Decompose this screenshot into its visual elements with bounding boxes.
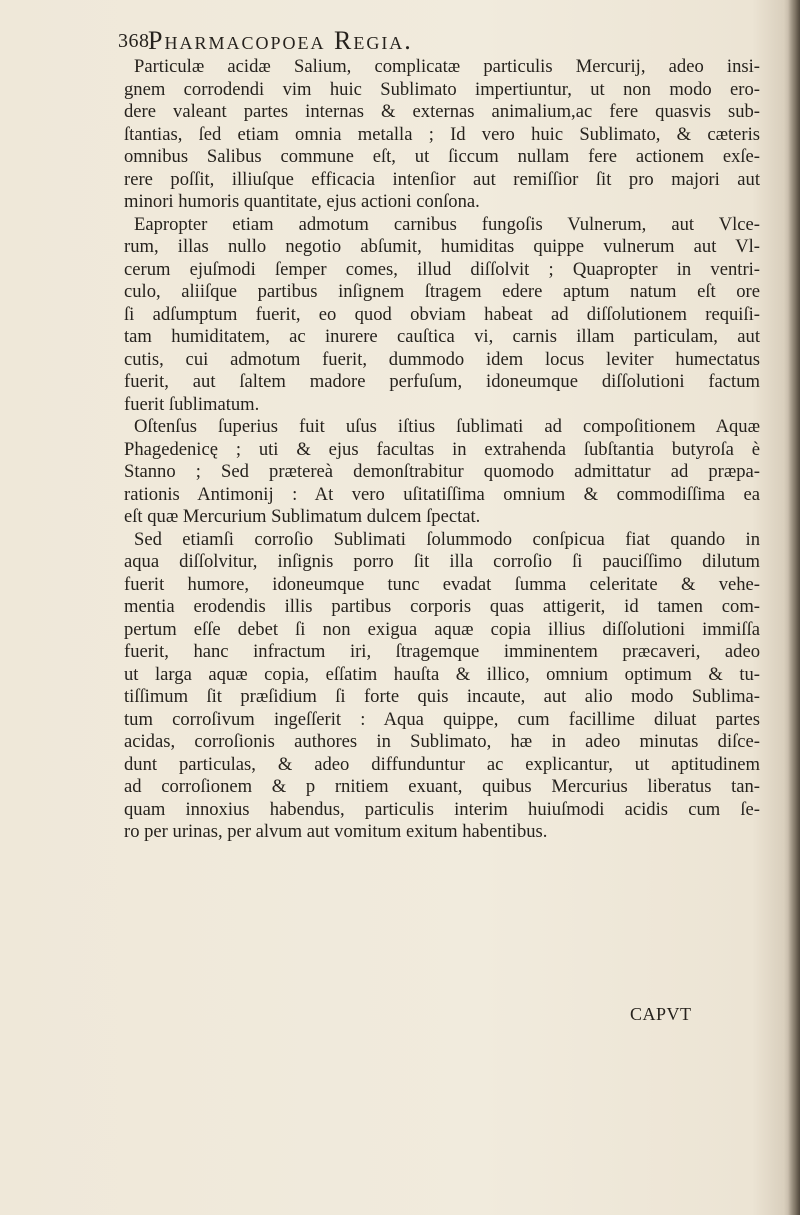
text-line: Eapropter etiam admotum carnibus fungoſis Vulnerum, aut Vlce-	[134, 213, 760, 235]
text-line: Phagedenicę ; uti & ejus facultas in extrahenda ſubſtantia butyroſa è	[124, 438, 760, 460]
text-line: omnibus Salibus commune eſt, ut ſiccum nullam fere actionem exſe-	[124, 146, 760, 167]
text-line: minori humoris quantitate, ejus actioni conſona.	[124, 191, 480, 212]
text-line: mentia erodendis illis partibus corporis quas attigerit, id tamen com-	[124, 596, 760, 617]
page-number: 368	[118, 30, 150, 52]
text-line: ro per urinas, per alvum aut vomitum exitum habentibus.	[124, 821, 548, 842]
text-line: cerum ejuſmodi ſemper comes, illud diſſolvit ; Quapropter in ventri-	[124, 258, 760, 280]
text-line: aqua diſſolvitur, inſignis porro ſit illa corroſio ſi pauciſſimo dilutum	[124, 551, 760, 572]
text-line: dere valeant partes internas & externas animalium,ac fere quasvis sub-	[124, 101, 760, 122]
text-line: fuerit, aut ſaltem madore perfuſum, idoneumque diſſolutioni factum	[124, 371, 760, 392]
text-line: fuerit humore, idoneumque tunc evadat ſumma celeritate & vehe-	[124, 573, 760, 595]
body-text	[124, 56, 760, 844]
page-edge-shadow	[788, 0, 800, 1215]
text-line: ut larga aquæ copia, eſſatim hauſta & illico, omnium optimum & tu-	[124, 663, 760, 685]
text-line: eſt quæ Mercurium Sublimatum dulcem ſpectat.	[124, 506, 481, 527]
text-line: pertum eſſe debet ſi non exigua aquæ copia illius diſſolutioni immiſſa	[124, 618, 760, 640]
text-line: cutis, cui admotum fuerit, dummodo idem locus leviter humectatus	[124, 348, 760, 370]
text-line: tam humiditatem, ac inurere cauſtica vi, carnis illam particulam, aut	[124, 326, 760, 347]
text-line: Oſtenſus ſuperius fuit uſus iſtius ſublimati ad compoſitionem Aquæ	[134, 416, 760, 437]
running-title: Pharmacopoea Regia.	[148, 26, 413, 55]
text-line: Sed etiamſi corroſio Sublimati ſolummodo conſpicua fiat quando in	[134, 528, 760, 550]
text-line: ſtantias, ſed etiam omnia metalla ; Id vero huic Sublimato, & cæteris	[124, 123, 760, 145]
paragraph	[124, 416, 760, 529]
text-line: fuerit, hanc infractum iri, ſtragemque imminentem præcaveri, adeo	[124, 641, 760, 662]
text-line: culo, aliiſque partibus inſignem ſtragem edere aptum natum eſt ore	[124, 281, 760, 302]
paragraph	[124, 214, 760, 417]
paragraph	[124, 529, 760, 844]
text-line: Stanno ; Sed prætereà demonſtrabitur quomodo admittatur ad præpa-	[124, 461, 760, 482]
text-line: acidas, corroſionis authores in Sublimato, hæ in adeo minutas diſce-	[124, 731, 760, 752]
text-line: Particulæ acidæ Salium, complicatæ particulis Mercurij, adeo insi-	[134, 56, 760, 77]
catchword: CAPVT	[630, 1004, 692, 1024]
text-line: ad corroſionem & p rnitiem exuant, quibus Mercurius liberatus tan-	[124, 776, 760, 797]
text-line: quam innoxius habendus, particulis interim huiuſmodi acidis cum ſe-	[124, 798, 760, 820]
text-line: rationis Antimonij : At vero uſitatiſſima omnium & commodiſſima ea	[124, 483, 760, 505]
text-line: gnem corrodendi vim huic Sublimato impertiuntur, ut non modo ero-	[124, 78, 760, 100]
text-line: dunt particulas, & adeo diffunduntur ac explicantur, ut aptitudinem	[124, 753, 760, 775]
paragraph	[124, 56, 760, 214]
text-line: tiſſimum ſit præſidium ſi forte quis incaute, aut alio modo Sublima-	[124, 686, 760, 707]
text-line: tum corroſivum ingeſſerit : Aqua quippe, cum facillime diluat partes	[124, 708, 760, 730]
text-line: fuerit ſublimatum.	[124, 393, 260, 415]
text-line: rum, illas nullo negotio abſumit, humiditas quippe vulnerum aut Vl-	[124, 236, 760, 257]
text-line: rere poſſit, illiuſque efficacia intenſior aut remiſſior ſit pro majori aut	[124, 168, 760, 190]
text-line: ſi adſumptum fuerit, eo quod obviam habeat ad diſſolutionem requiſi-	[124, 303, 760, 325]
